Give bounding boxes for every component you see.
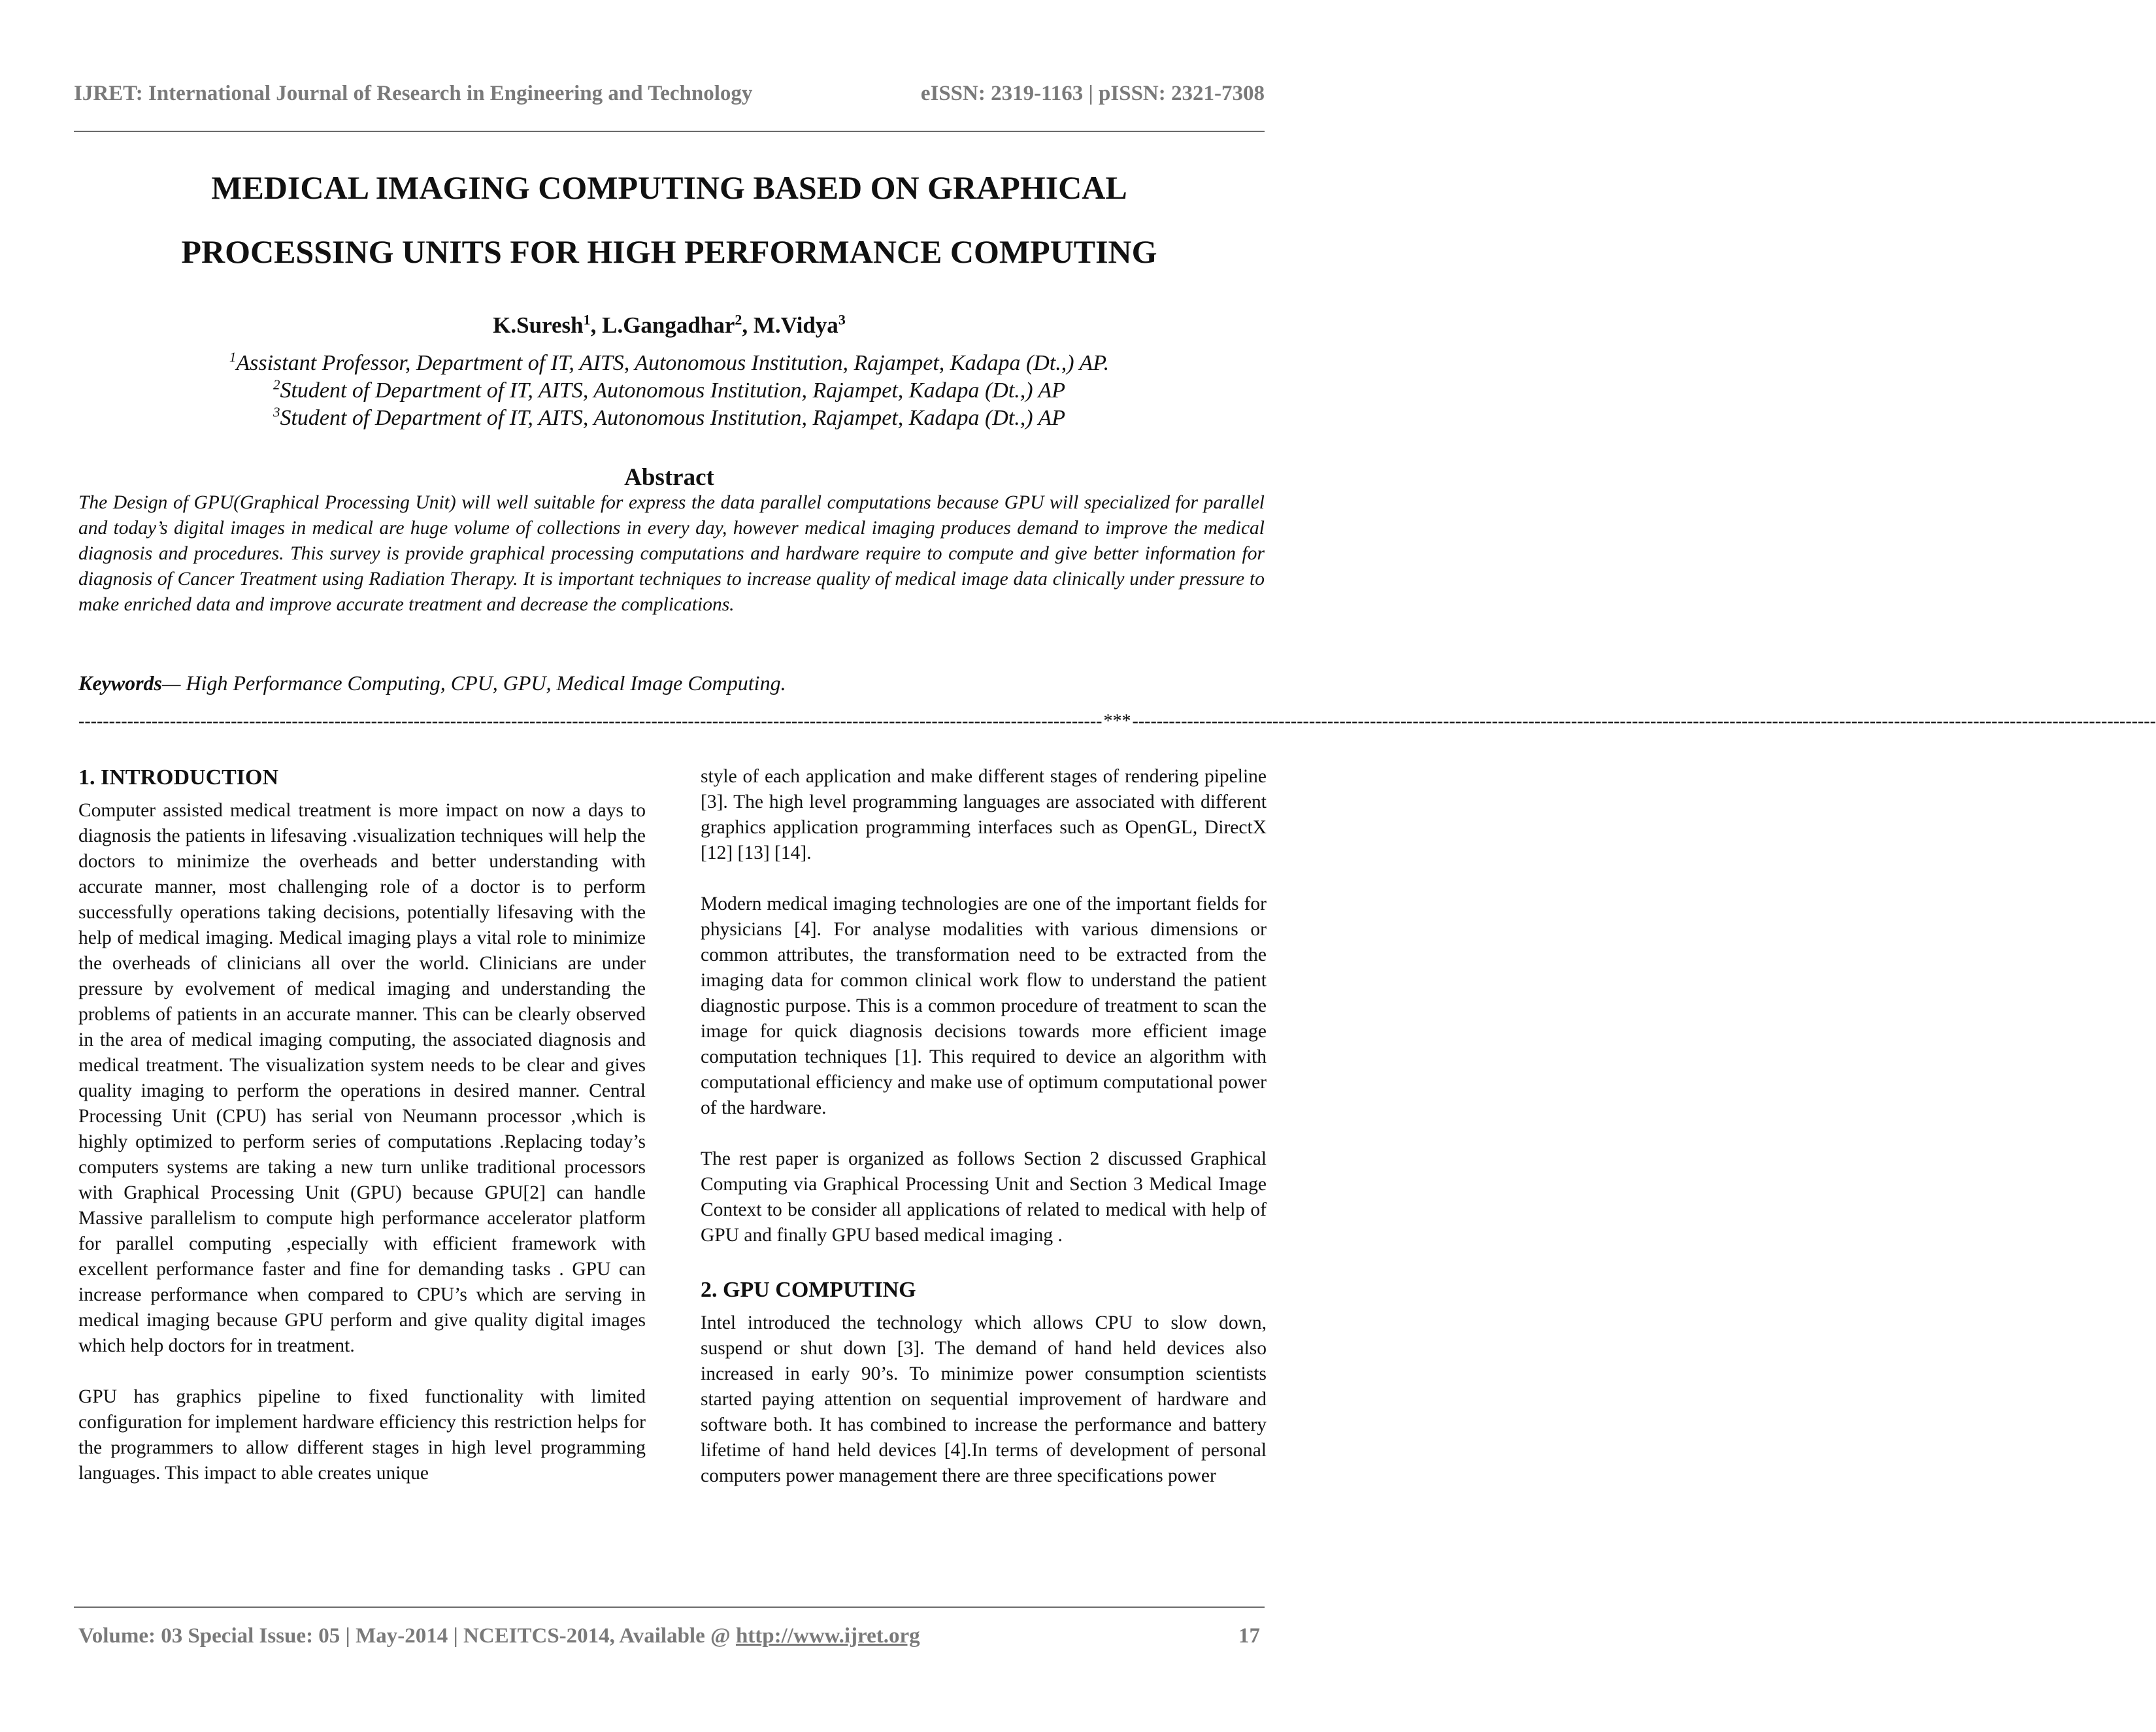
keywords-text: — High Performance Computing, CPU, GPU, Medical Image Computing. [162,671,786,695]
author-2: L.Gangadhar$^2$, [602,311,754,338]
affiliation-1: $^1$Assistant Professor, Department of IT, AITS, Autonomous Institution, Rajampet, Kadapa (Dt.,) AP. [229,349,1110,375]
divider-stars: *** [1103,711,1131,731]
issn-info: eISSN: 2319-1163 | pISSN: 2321-7308 [920,81,1265,105]
journal-name: IJRET: International Journal of Research in Engineering and Technology [74,81,753,105]
paragraph: Computer assisted medical treatment is more impact on now a days to diagnosis the patients in lifesaving .visualization techniques will help the doctors to minimize the overheads and better understanding with accurate manner, most challenging role of a doctor is to perform successfully operations taking decisions, potentially lifesaving with the help of medical imaging. Medical imaging plays a vital role to minimize the overheads of clinicians all over the world. Clinicians are under pressure by evolvement of medical imaging and understanding the problems of patients in an accurate manner. This can be clearly observed in the area of medical imaging computing, the associated diagnosis and medical treatment. The visualization system needs to be clear and gives quality imaging to perform the operations in desired manner. Central Processing Unit (CPU) has serial von Neumann processor ,which is highly optimized to perform series of computations .Replacing today’s computers systems are taking a new turn unlike traditional processors with Graphical Processing Unit (GPU) because GPU[2] can handle Massive parallelism to compute high performance accelerator platform for parallel computing ,especially with efficient framework with excellent performance faster and fine for demanding tasks . GPU can increase performance when compared to CPU’s which are serving in medical imaging because GPU perform and give quality digital images which help doctors for in treatment. [78,800,646,1356]
affiliation-2: $^2$Student of Department of IT, AITS, Autonomous Institution, Rajampet, Kadapa (Dt.,) AP [273,376,1066,403]
section-heading-introduction: 1. INTRODUCTION [78,765,279,790]
divider-dashes-right: ------------------------------------------------------------------------------------------------------------------------------------------------------------------------ [1132,711,2156,731]
paragraph: style of each application and make different stages of rendering pipeline [3]. The high level programming languages are associated with different graphics application programming interfaces such as OpenGL, DirectX [12] [13] [14]. [701,766,1267,863]
title-line-2: PROCESSING UNITS FOR HIGH PERFORMANCE COMPUTING [181,233,1157,270]
author-3: M.Vidya$^3$ [753,311,846,338]
journal-link[interactable]: http://www.ijret.org [735,1624,920,1648]
footer-rule [74,1607,1265,1608]
affiliation-list [74,350,1265,432]
footer-citation: Volume: 03 Special Issue: 05 | May-2014 | NCEITCS-2014, Available @ http://www.ijret.org [78,1624,920,1648]
paragraph: Modern medical imaging technologies are one of the important fields for physicians [4]. For analyse modalities with various dimensions or common attributes, the transformation need to be extracted from the imaging data for common clinical work flow to understand the patient diagnostic purpose. This is a common procedure of treatment to scan the image for quick diagnosis decisions towards more efficient image computation techniques [1]. This required to device an algorithm with computational efficiency and make use of optimum computational power of the hardware. [701,893,1267,1118]
author-1: K.Suresh$^1$, [493,311,603,338]
left-column [78,761,646,1486]
paragraph: The rest paper is organized as follows Section 2 discussed Graphical Computing via Graphical Processing Unit and Section 3 Medical Image Context to be consider all applications of related to medical with help of GPU and finally GPU based medical imaging . [701,1148,1267,1246]
abstract-heading: Abstract [624,464,714,491]
abstract-text: The Design of GPU(Graphical Processing Unit) will well suitable for express the data parallel computations because GPU will specialized for parallel and today’s digital images in medical are huge volume of collections in every day, however medical imaging produces demand to improve the medical diagnosis and procedures. This survey is provide graphical processing computations and hardware require to compute and give better information for diagnosis of Cancer Treatment using Radiation Therapy. It is important techniques to increase quality of medical image data clinically under pressure to make enriched data and improve accurate treatment and decrease the complications. [78,492,1265,615]
running-header [74,77,1265,110]
running-footer [78,1620,1260,1652]
paper-title [74,156,1265,284]
paragraph: Intel introduced the technology which allows CPU to slow down, suspend or shut down [3]. The demand of hand held devices also increased in early 90’s. To minimize power consumption scientists started paying attention on sequential improvement of hardware and software both. It has combined to increase the performance and battery lifetime of hand held devices [4].In terms of development of personal computers power management there are three specifications power [701,1312,1267,1486]
divider-dashes-left: ------------------------------------------------------------------------------------------------------------------------------------------------------------------------ [78,711,1103,731]
paragraph: GPU has graphics pipeline to fixed functionality with limited configuration for implement hardware efficiency this restriction helps for the programmers to allow different stages in high level programming languages. This impact to able creates unique [78,1386,646,1484]
title-line-1: MEDICAL IMAGING COMPUTING BASED ON GRAPHICAL [211,169,1127,206]
keywords [78,668,1265,698]
author-list [74,306,1265,345]
section-divider [78,710,2156,733]
keywords-label: Keywords [78,671,162,695]
page-number: 17 [1238,1624,1260,1648]
header-rule [74,131,1265,132]
right-column [701,764,1267,1489]
affiliation-3: $^3$Student of Department of IT, AITS, Autonomous Institution, Rajampet, Kadapa (Dt.,) AP [273,404,1066,430]
section-heading-gpu-computing: 2. GPU COMPUTING [701,1278,916,1302]
